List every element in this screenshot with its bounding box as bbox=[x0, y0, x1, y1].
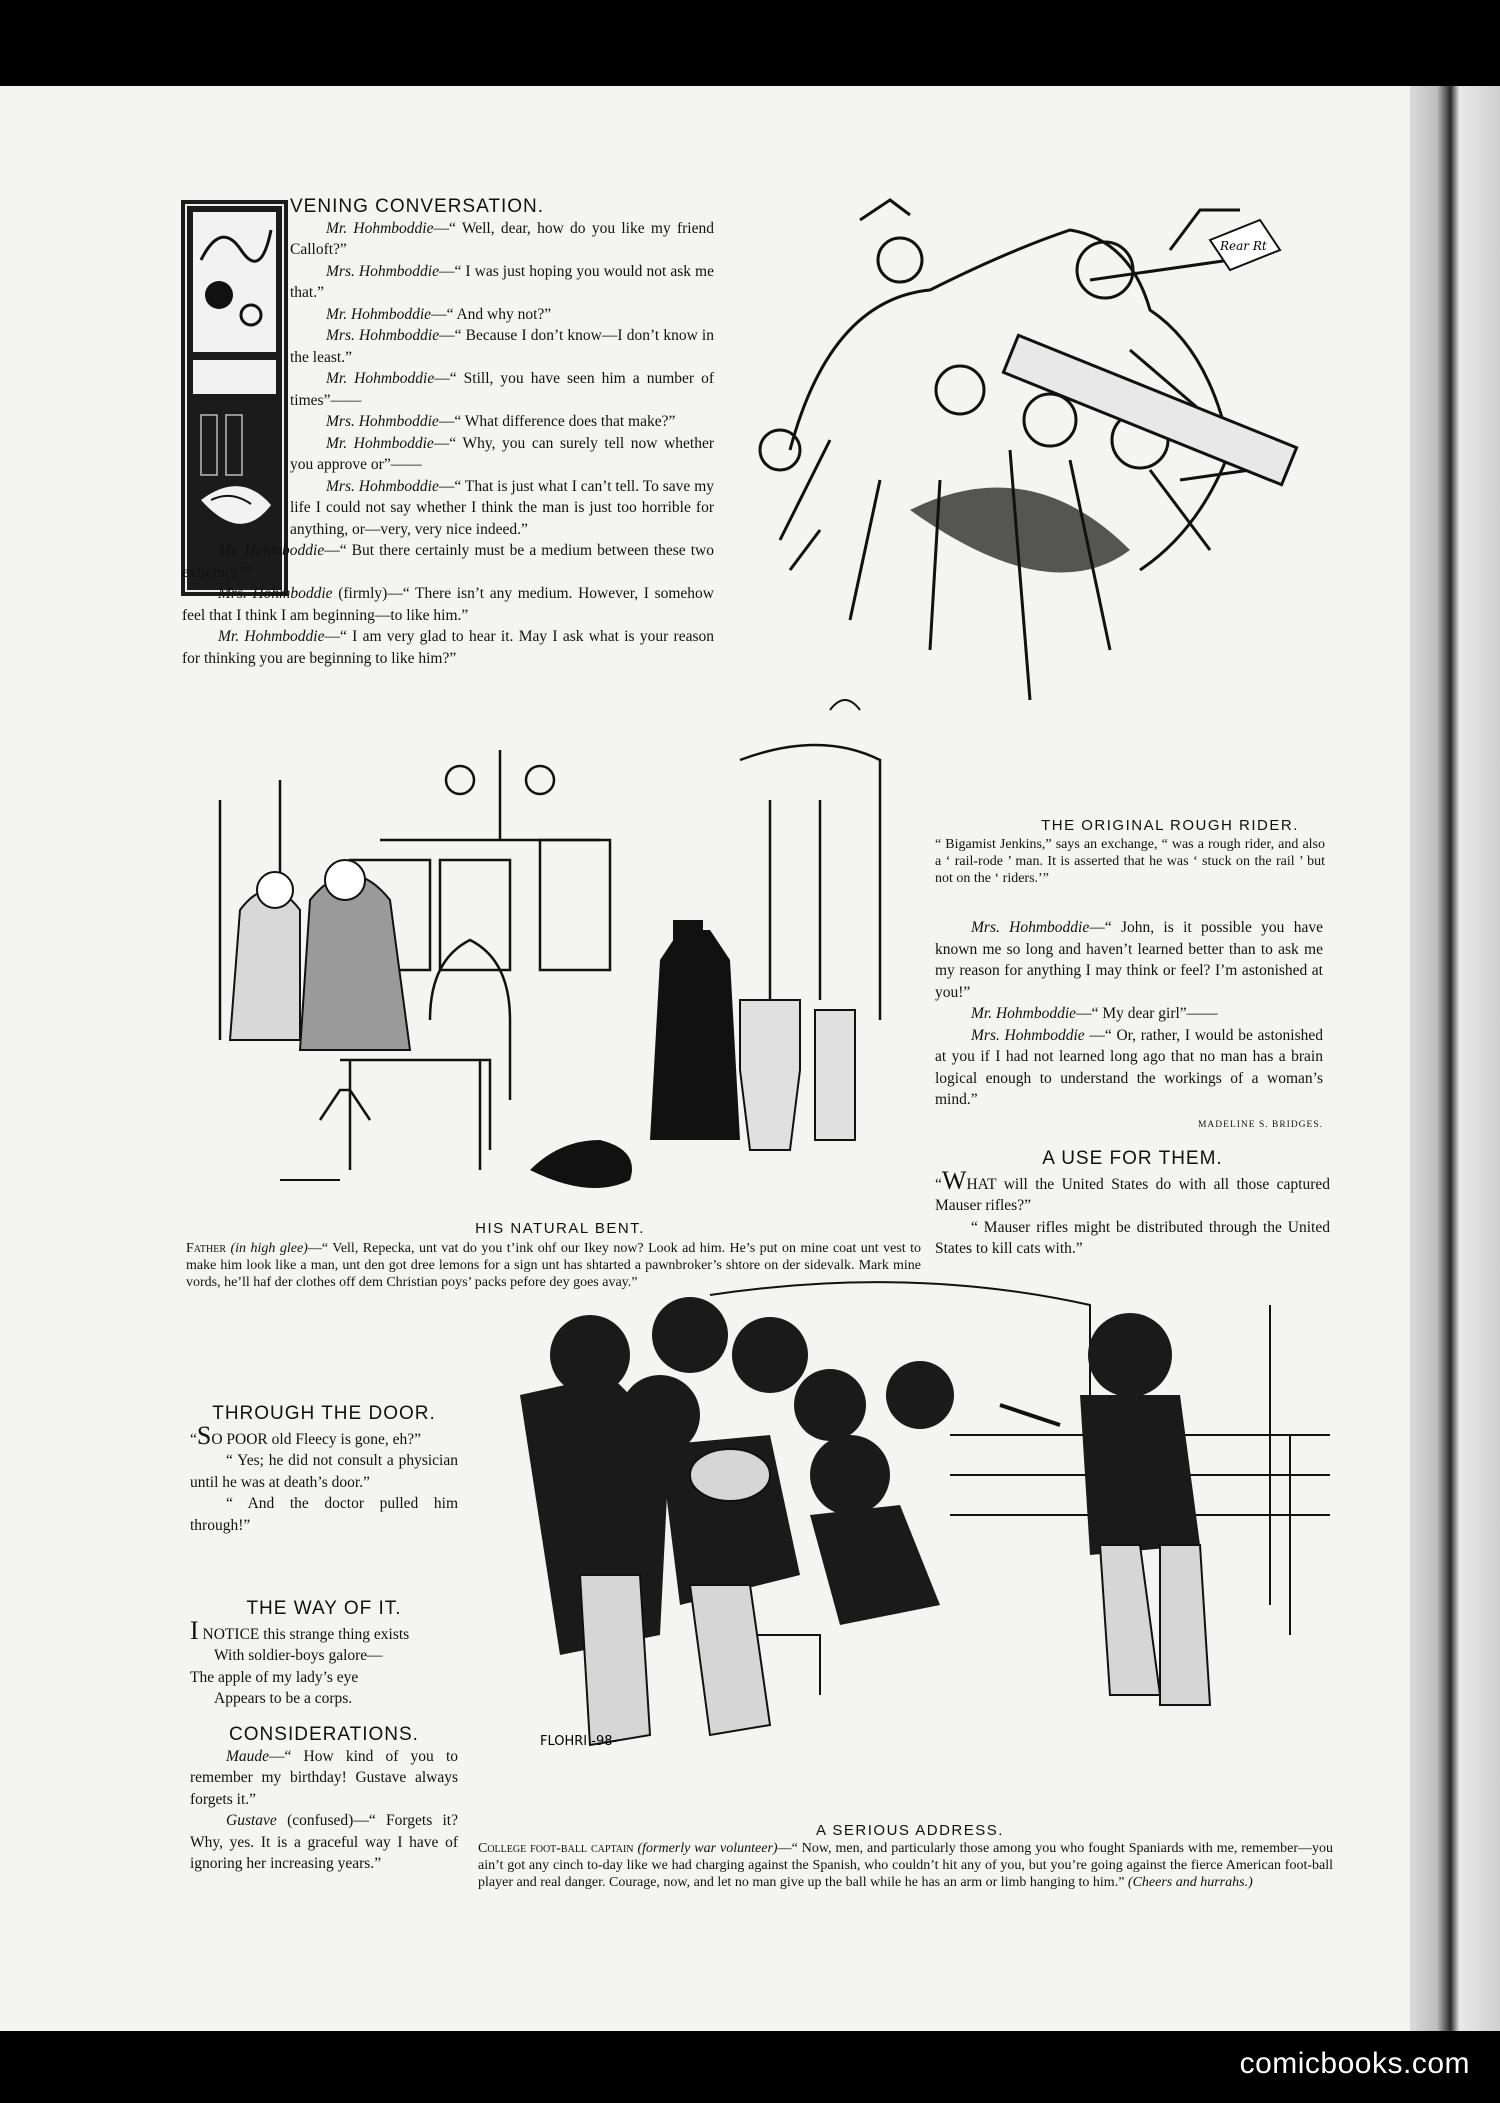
speaker-name: Mrs. Hohmboddie bbox=[326, 327, 440, 344]
dialogue-text: —“ Why, you can surely tell now whether you approve or”—— bbox=[290, 434, 714, 473]
speaker-name: Mrs. Hohmboddie bbox=[218, 585, 333, 602]
speaker-name: Mr. Hohmboddie bbox=[971, 1005, 1077, 1022]
dialogue-text: (firmly)—“ There isn’t any medium. However, I somehow feel that I think I am beginning—to like him.” bbox=[182, 585, 714, 624]
serious-address-title: A SERIOUS ADDRESS. bbox=[816, 1822, 1004, 1839]
serious-address-caption bbox=[478, 1840, 1333, 1891]
way-of-it-line-2: With soldier-boys galore— bbox=[214, 1647, 383, 1664]
evening-conversation-article bbox=[182, 196, 714, 669]
speaker-name: Mr. Hohmboddie bbox=[326, 434, 434, 452]
serious-address-text: —“ Now, men, and particularly those among you who fought Spaniards with me, remember—you ain’t got any cinch to-day like we had charging against the Spanish, who couldn’t hit any of you, but you’re going against the fierce American foot-ball player and real danger. Courage, now, and let no man give up the ball while he has an arm or limb hanging to him.” bbox=[478, 1841, 1334, 1890]
way-of-it-title: THE WAY OF IT. bbox=[246, 1598, 402, 1619]
speaker-name: Mr. Hohmboddie bbox=[326, 370, 435, 387]
author-signature: MADELINE S. BRIDGES. bbox=[1197, 1119, 1323, 1130]
flag-text: Rear Rt bbox=[1220, 239, 1267, 253]
dialogue-line bbox=[182, 626, 714, 669]
football-team-illustration bbox=[480, 1275, 1340, 1815]
dialogue-text: —“ John, is it possible you have known me so long and haven’t learned better than to ask me my reason for anything I may think or feel? I’m astonished at you!” bbox=[935, 919, 1323, 1001]
speaker-name: Mrs. Hohmboddie bbox=[326, 413, 439, 430]
use-for-them-answer: “ Mauser rifles might be distributed through the United States to kill cats with.” bbox=[935, 1218, 1330, 1257]
serious-address-reaction: (Cheers and hurrahs.) bbox=[1127, 1875, 1253, 1890]
dialogue-line bbox=[290, 261, 714, 304]
natural-bent-text: —“ Vell, Repecka, unt vat do you t’ink ohf our Ikey now? Look ad him. He’s put on mine coat unt vest to make him look like a man, unt den got dree lemons for a sign unt has shtarted a pawnbroker’s shtore on der sidevalk. Mark mine vords, he’ll haf der clothes off dem Christian poys’ packs pefore dey goes avay.” bbox=[186, 1241, 922, 1290]
dialogue-text: —“ Still, you have seen him a number of times”—— bbox=[290, 370, 714, 409]
dialogue-text: —“ Or, rather, I would be astonished at you if I had not learned long ago that no man has a brain logical enough to understand the workings of a woman’s mind.” bbox=[935, 1026, 1323, 1108]
rough-rider-caption: “ Bigamist Jenkins,” says an exchange, “ was a rough rider, and also a ‘ rail-rode ’ man. It is asserted that he was ‘ stuck on the rail ’ but not on the ‘ riders.’” bbox=[935, 837, 1325, 886]
considerations-maude: Maude—“ How kind of you to remember my birthday! Gustave always forgets it.” bbox=[190, 1747, 458, 1808]
site-watermark: comicbooks.com bbox=[1239, 2047, 1470, 2080]
rough-rider-illustration bbox=[750, 150, 1320, 790]
way-of-it-article bbox=[190, 1598, 458, 1710]
way-of-it-line-4: Appears to be a corps. bbox=[214, 1690, 353, 1707]
through-the-door-p3: “ And the doctor pulled him through!” bbox=[190, 1495, 458, 1534]
artist-signature: FLOHRI -98- bbox=[540, 1734, 618, 1749]
dialogue-line bbox=[290, 411, 714, 433]
natural-bent-speaker: Father bbox=[186, 1241, 227, 1256]
serious-address-note: (formerly war volunteer) bbox=[637, 1841, 778, 1856]
dialogue-line bbox=[290, 218, 714, 261]
pawnbroker-shop-illustration bbox=[200, 740, 910, 1210]
through-the-door-title: THROUGH THE DOOR. bbox=[212, 1403, 436, 1424]
dialogue-line bbox=[182, 583, 714, 626]
evening-conversation-title: VENING CONVERSATION. bbox=[290, 196, 545, 217]
through-the-door-p2: “ Yes; he did not consult a physician until he was at death’s door.” bbox=[190, 1452, 458, 1491]
dialogue-text: —“ That is just what I can’t tell. To save my life I could not say whether I think the man is just too horrible for anything, or—very, very nice indeed.” bbox=[290, 477, 714, 538]
speaker-name: Mrs. Hohmboddie bbox=[971, 919, 1090, 936]
dialogue-line bbox=[290, 304, 714, 326]
natural-bent-note: (in high glee) bbox=[230, 1241, 308, 1256]
natural-bent-title: HIS NATURAL BENT. bbox=[475, 1220, 645, 1237]
through-the-door-p1: “SO POOR old Fleecy is gone, eh?” bbox=[190, 1420, 422, 1450]
serious-address-speaker: College foot-ball captain bbox=[478, 1841, 634, 1856]
dialogue-text: —“ I am very glad to hear it. May I ask what is your reason for thinking you are beginning to like him?” bbox=[182, 628, 714, 667]
evening-conversation-continued bbox=[935, 917, 1323, 1136]
dialogue-text: —“ But there certainly must be a medium between these two extremes?” bbox=[182, 542, 714, 581]
dialogue-line bbox=[182, 540, 714, 583]
speaker-name: Mr. Hohmboddie bbox=[218, 542, 325, 559]
speaker-name: Mr. Hohmboddie bbox=[326, 305, 432, 323]
dialogue-text: —“ And why not?” bbox=[431, 305, 552, 323]
dialogue-line bbox=[935, 1003, 1323, 1025]
dialogue-line bbox=[935, 917, 1323, 1003]
speaker-name: Mrs. Hohmboddie bbox=[971, 1026, 1085, 1044]
through-the-door-article bbox=[190, 1403, 458, 1536]
dialogue-text: —“ I was just hoping you would not ask me that.” bbox=[290, 262, 714, 301]
dialogue-text: —“ Because I don’t know—I don’t know in the least.” bbox=[290, 327, 714, 366]
book-spine bbox=[1410, 86, 1500, 2031]
considerations-title: CONSIDERATIONS. bbox=[229, 1724, 419, 1745]
use-for-them-title: A USE FOR THEM. bbox=[1042, 1148, 1223, 1169]
speaker-name: Mrs. Hohmboddie bbox=[326, 477, 439, 495]
speaker-name: Mr. Hohmboddie bbox=[326, 219, 434, 237]
speaker-name: Mrs. Hohmboddie bbox=[326, 262, 439, 280]
way-of-it-line-1: I NOTICE this strange thing exists bbox=[190, 1615, 410, 1645]
use-for-them-article bbox=[935, 1148, 1330, 1260]
dialogue-text: —“ My dear girl”—— bbox=[1076, 1005, 1218, 1022]
dialogue-text: —“ Well, dear, how do you like my friend Calloft?” bbox=[290, 219, 714, 258]
dialogue-line bbox=[290, 476, 714, 541]
dialogue-line bbox=[290, 433, 714, 476]
dialogue-line bbox=[935, 1025, 1323, 1111]
speaker-name: Mr. Hohmboddie bbox=[218, 628, 325, 645]
considerations-article bbox=[190, 1724, 458, 1875]
considerations-gustave: Gustave (confused)—“ Forgets it? Why, yes. It is a graceful way I have of ignoring her increasing years.” bbox=[190, 1812, 458, 1872]
use-for-them-question: “WHAT will the United States do with all those captured Mauser rifles?” bbox=[935, 1165, 1330, 1214]
dialogue-text: —“ What difference does that make?” bbox=[438, 413, 676, 430]
rough-rider-title: THE ORIGINAL ROUGH RIDER. bbox=[1041, 817, 1299, 834]
dialogue-line bbox=[290, 325, 714, 368]
dialogue-line bbox=[290, 368, 714, 411]
way-of-it-line-3: The apple of my lady’s eye bbox=[190, 1668, 359, 1686]
